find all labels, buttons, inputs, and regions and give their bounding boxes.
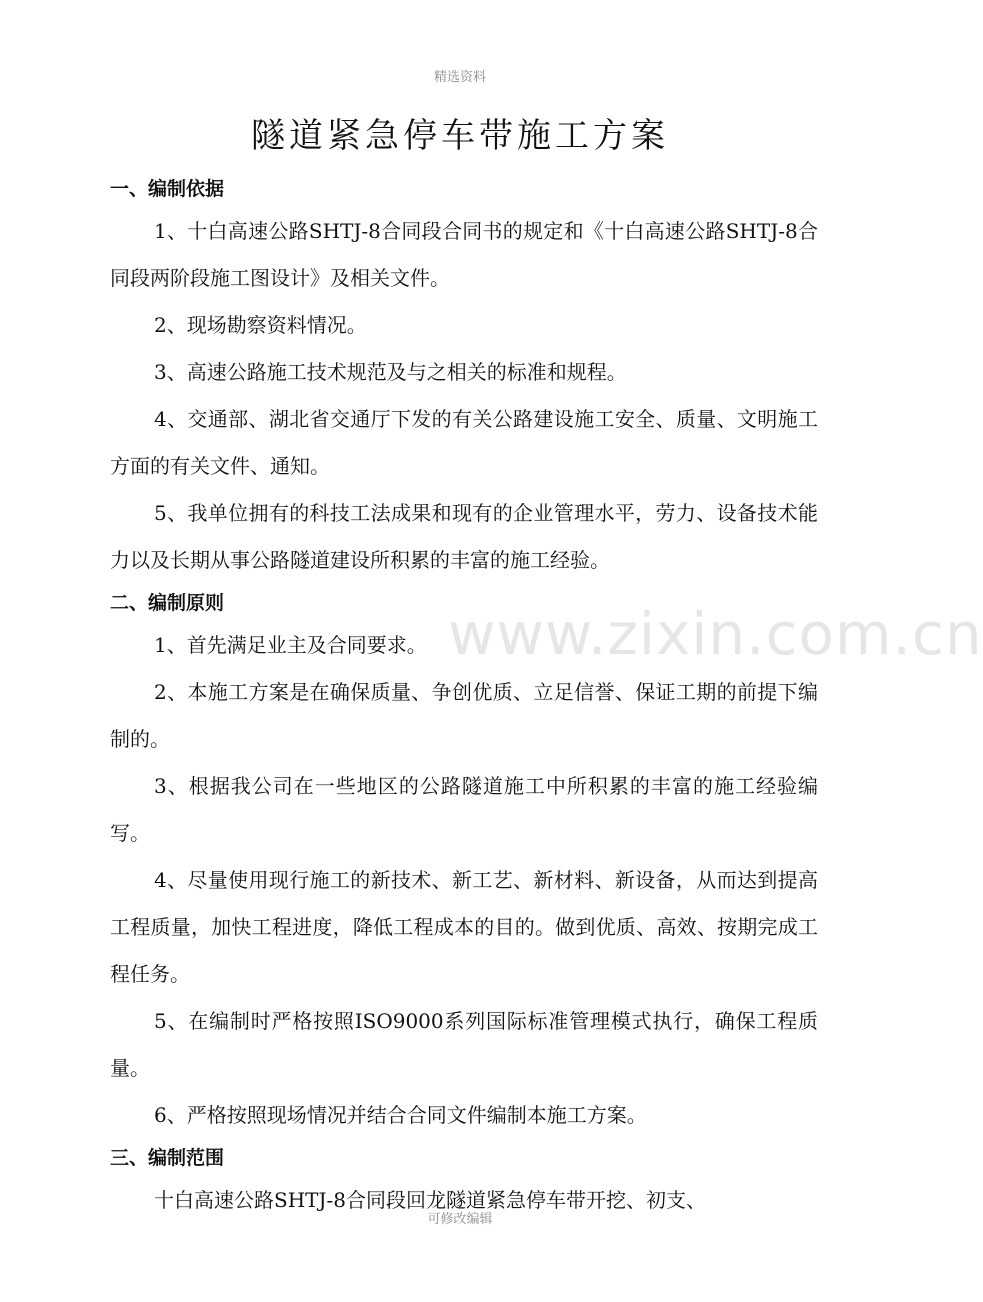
- section-heading-principles: 二、编制原则: [110, 592, 225, 614]
- paragraph: 6、严格按照现场情况并结合合同文件编制本施工方案。: [154, 1103, 647, 1127]
- paragraph: 十白高速公路SHTJ-8合同段回龙隧道紧急停车带开挖、初支、: [154, 1188, 706, 1212]
- paragraph: 1、首先满足业主及合同要求。: [154, 633, 427, 657]
- watermark-text: www.zixin.com.cn: [448, 600, 983, 668]
- document-title: 隧道紧急停车带施工方案: [251, 116, 669, 156]
- document-body: [110, 170, 818, 1224]
- paragraph: 2、现场勘察资料情况。: [154, 313, 367, 337]
- section-heading-basis: 一、编制依据: [110, 178, 225, 200]
- paragraph: 3、根据我公司在一些地区的公路隧道施工中所积累的丰富的施工经验编写。: [110, 774, 818, 845]
- paragraph: 4、尽量使用现行施工的新技术、新工艺、新材料、新设备，从而达到提高工程质量，加快工程进度，降低工程成本的目的。做到优质、高效、按期完成工程任务。: [110, 868, 818, 986]
- paragraph: 4、交通部、湖北省交通厅下发的有关公路建设施工安全、质量、文明施工方面的有关文件、通知。: [110, 407, 818, 478]
- paragraph: 1、十白高速公路SHTJ-8合同段合同书的规定和《十白高速公路SHTJ-8合同段两阶段施工图设计》及相关文件。: [110, 219, 818, 290]
- page-header: 精选资料: [433, 70, 486, 85]
- paragraph: 2、本施工方案是在确保质量、争创优质、立足信誉、保证工期的前提下编制的。: [110, 680, 818, 751]
- page-footer: 可修改编辑: [427, 1212, 493, 1227]
- paragraph: 5、在编制时严格按照ISO9000系列国际标准管理模式执行，确保工程质量。: [110, 1009, 818, 1080]
- paragraph: 3、高速公路施工技术规范及与之相关的标准和规程。: [154, 360, 627, 384]
- paragraph: 5、我单位拥有的科技工法成果和现有的企业管理水平，劳力、设备技术能力以及长期从事公路隧道建设所积累的丰富的施工经验。: [110, 501, 818, 572]
- section-heading-scope: 三、编制范围: [110, 1147, 225, 1169]
